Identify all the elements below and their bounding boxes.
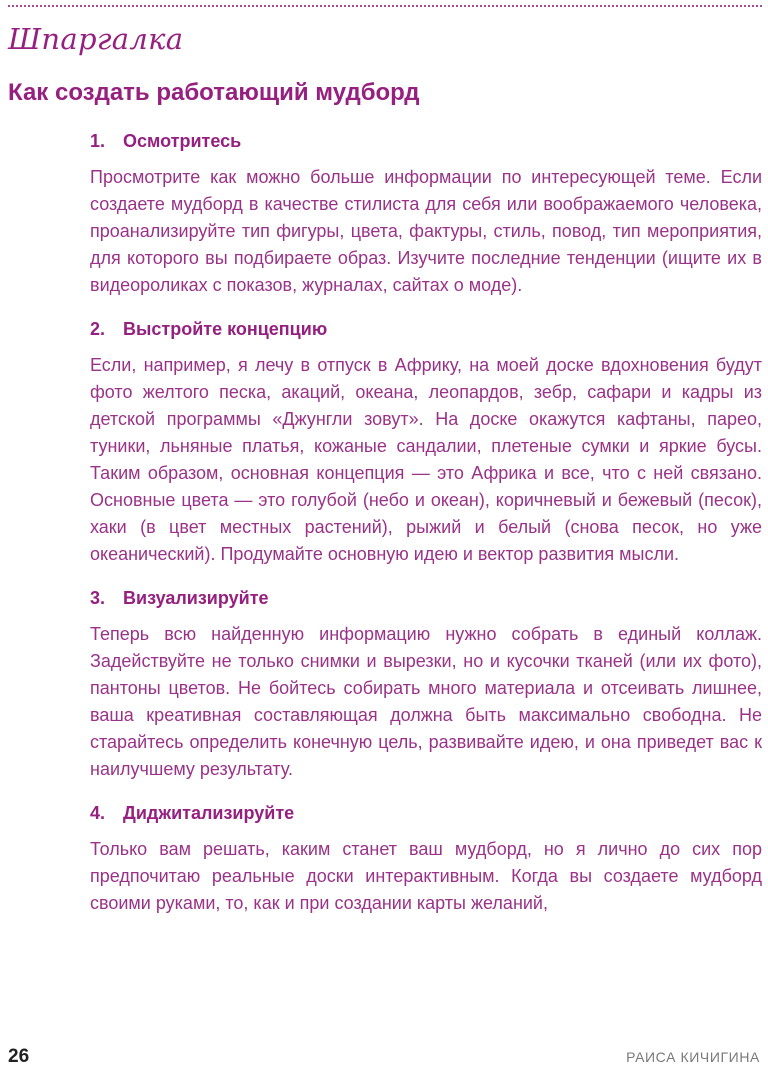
section-paragraph: Если, например, я лечу в отпуск в Африку, на моей доске вдохновения будут фото желтого песка, акаций, океана, леопардов, зебр, сафари и кадры из детской программы «Джунгли зовут». На доске окажутся кафтаны, парео, туники, льняные платья, кожаные сандалии, плетеные сумки и яркие бусы. Таким образом, основная концепция — это Африка и все, что с ней связано. Основные цвета — это голубой (небо и океан), коричневый и бежевый (песок), хаки (в цвет местных растений), рыжий и белый (снова песок, но уже океанический). Продумайте основную идею и вектор развития мысли.: [90, 355, 762, 564]
section-heading: [90, 128, 762, 155]
section-2: [90, 316, 762, 568]
section-heading: [90, 800, 762, 827]
author-name: РАИСА КИЧИГИНА: [626, 1049, 760, 1065]
section-paragraph: Только вам решать, каким станет ваш мудборд, но я лично до сих пор предпочитаю реальные доски интерактивным. Когда вы создаете мудборд своими руками, то, как и при создании карты желаний,: [90, 839, 762, 913]
article-body: [90, 128, 762, 934]
section-1: [90, 128, 762, 299]
section-3: [90, 585, 762, 783]
section-number: 3.: [90, 588, 106, 608]
section-heading: [90, 585, 762, 612]
section-title: Осмотритесь: [123, 131, 242, 151]
section-4: [90, 800, 762, 917]
section-title: Диджитализируйте: [123, 803, 295, 823]
rubric-label: Шпаргалка: [8, 22, 184, 56]
section-title: Визуализируйте: [123, 588, 269, 608]
section-paragraph: Теперь всю найденную информацию нужно собрать в единый коллаж. Задействуйте не только снимки и вырезки, но и кусочки тканей (или их фото), пантоны цветов. Не бойтесь собирать много материала и отсеивать лишнее, ваша креативная составляющая должна быть максимально свободна. Не старайтесь определить конечную цель, развивайте идею, и она приведет вас к наилучшему результату.: [90, 624, 762, 779]
top-dotted-rule: [8, 5, 762, 7]
section-paragraph: Просмотрите как можно больше информации по интересующей теме. Если создаете мудборд в качестве стилиста для себя или воображаемого человека, проанализируйте тип фигуры, цвета, фактуры, стиль, повод, тип мероприятия, для которого вы подбираете образ. Изучите последние тенденции (ищите их в видеороликах с показов, журналах, сайтах о моде).: [90, 167, 762, 295]
section-heading: [90, 316, 762, 343]
page-title: Как создать работающий мудборд: [8, 79, 420, 106]
section-number: 2.: [90, 319, 106, 339]
page-number: 26: [8, 1046, 30, 1067]
section-title: Выстройте концепцию: [123, 319, 328, 339]
section-number: 4.: [90, 803, 106, 823]
section-number: 1.: [90, 131, 106, 151]
